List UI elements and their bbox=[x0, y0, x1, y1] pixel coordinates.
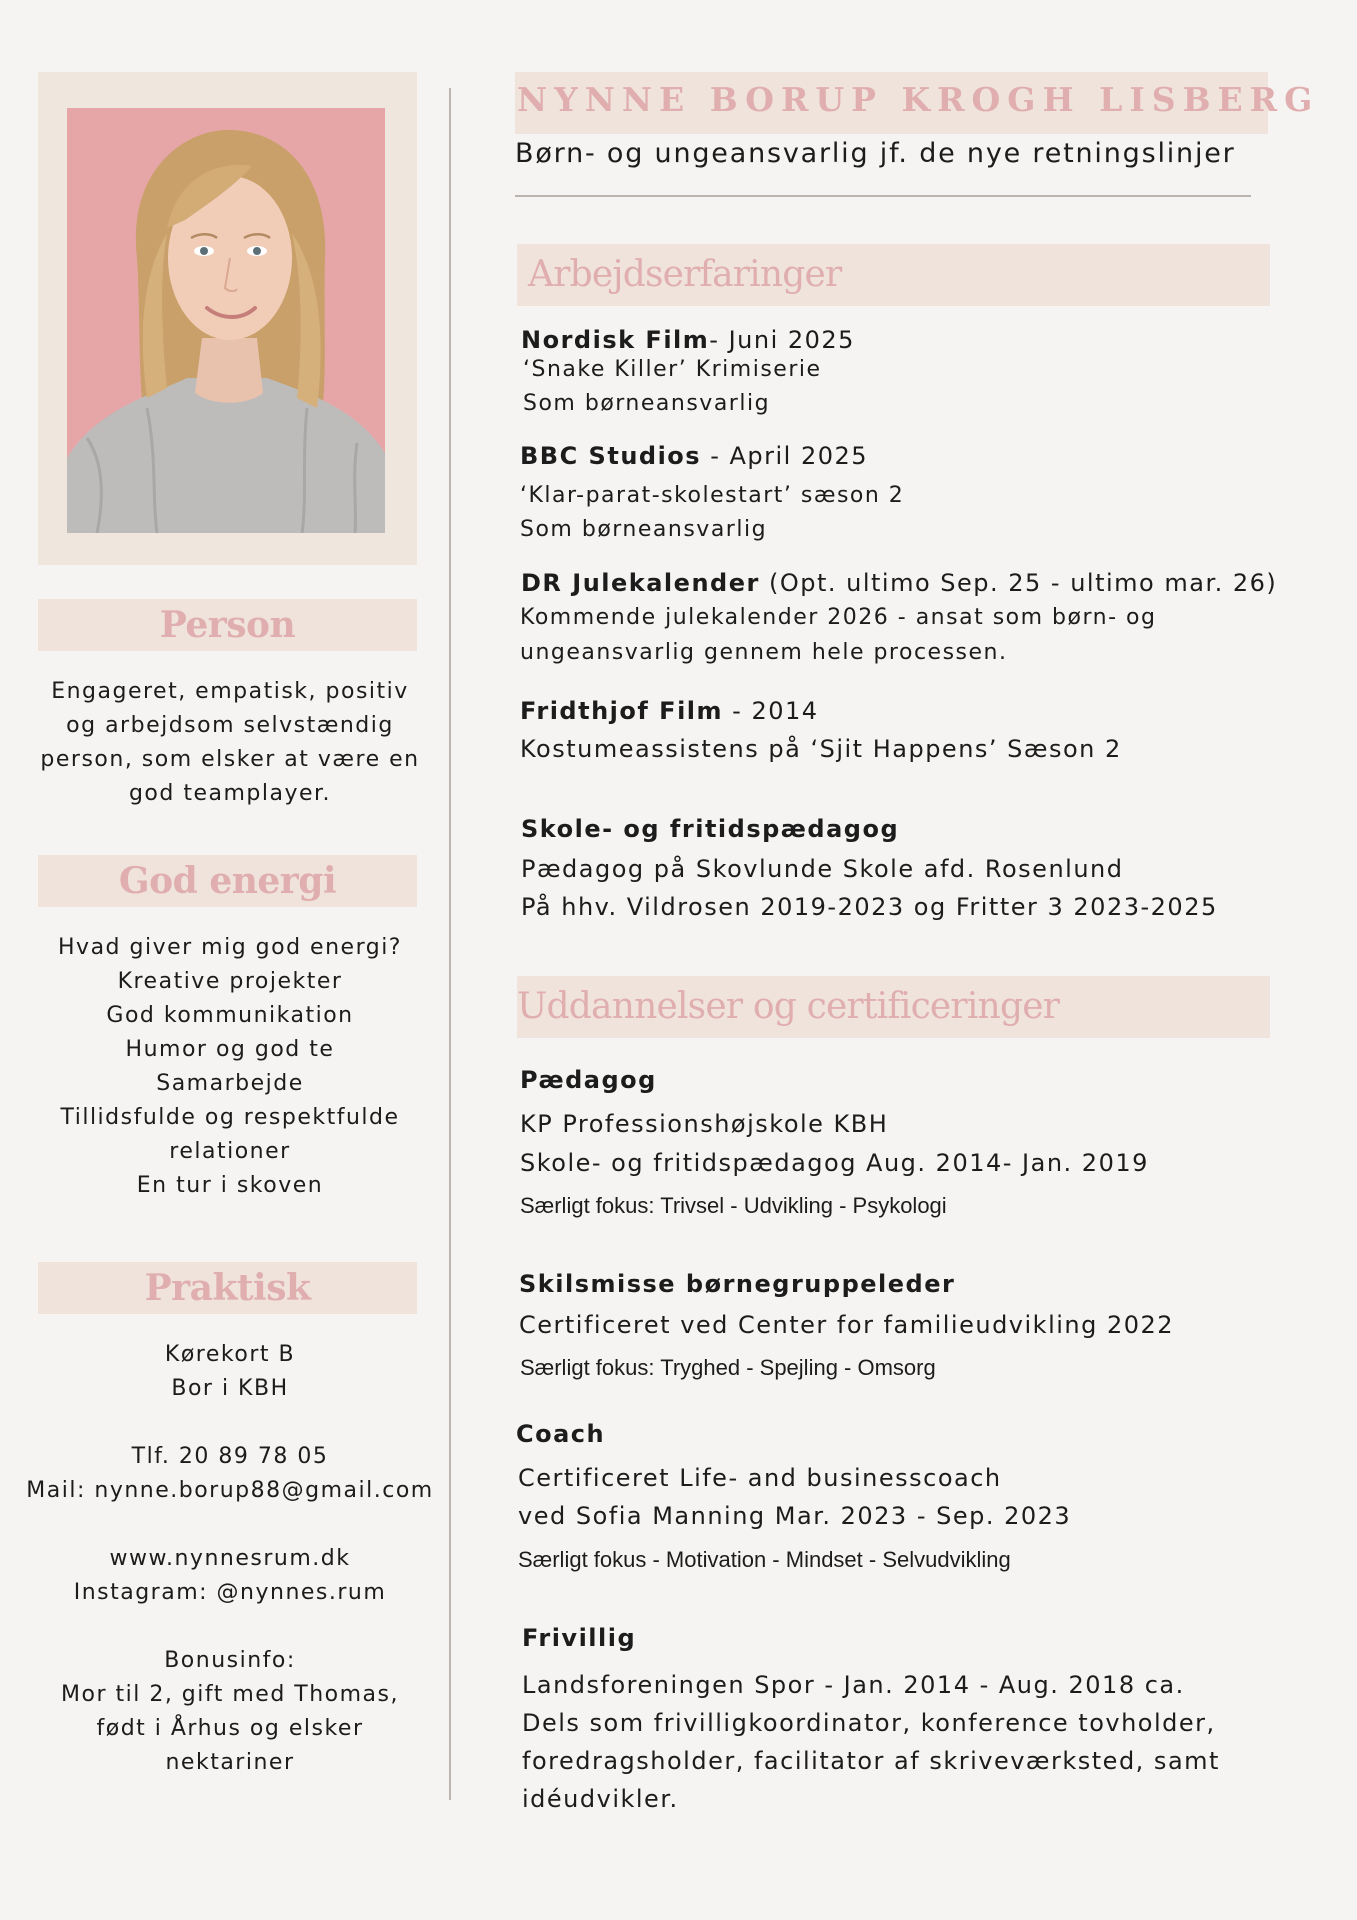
energy-text: Hvad giver mig god energi? Kreative projekter God kommunikation Humor og god te Samarbejde Tillidsfulde og respektfulde relationer En tur i skoven bbox=[58, 935, 402, 1198]
practical-text: Kørekort B Bor i KBH Tlf. 20 89 78 05 Mail: nynne.borup88@gmail.com www.nynnesrum.dk Instagram: @nynnes.rum Bonusinfo: Mor til 2, gift med Thomas, født i Århus og elsker nektariner bbox=[26, 1342, 434, 1775]
experience-line: På hhv. Vildrosen 2019-2023 og Fritter 3 2023-2025 bbox=[521, 893, 1218, 921]
education-line: Landsforeningen Spor - Jan. 2014 - Aug. 2018 ca. bbox=[522, 1671, 1185, 1699]
experience-date: - 2014 bbox=[723, 697, 819, 725]
education-line: idéudvikler. bbox=[522, 1785, 679, 1813]
experience-item bbox=[520, 442, 868, 470]
education-line: KP Professionshøjskole KBH bbox=[520, 1110, 889, 1138]
column-divider bbox=[449, 88, 451, 1800]
experience-line: Kommende julekalender 2026 - ansat som børn- og bbox=[520, 605, 1157, 630]
experience-date: - April 2025 bbox=[701, 442, 869, 470]
experience-heading: Arbejdserfaringer bbox=[528, 254, 842, 295]
experience-line: ‘Snake Killer’ Krimiserie bbox=[523, 357, 822, 382]
experience-heading-item: Skole- og fritidspædagog bbox=[521, 815, 900, 843]
education-title: Coach bbox=[516, 1420, 606, 1448]
energy-heading: God energi bbox=[38, 855, 417, 907]
company-name: Nordisk Film bbox=[521, 326, 710, 354]
education-title: Pædagog bbox=[520, 1066, 657, 1094]
experience-item bbox=[521, 569, 1277, 597]
education-heading: Uddannelser og certificeringer bbox=[517, 986, 1060, 1027]
education-focus: Særligt fokus: Tryghed - Spejling - Omsorg bbox=[520, 1355, 936, 1380]
practical-heading: Praktisk bbox=[38, 1262, 417, 1314]
education-line: foredragsholder, facilitator af skriveværksted, samt bbox=[522, 1747, 1220, 1775]
company-name: BBC Studios bbox=[520, 442, 702, 470]
education-line: Dels som frivilligkoordinator, konference tovholder, bbox=[522, 1709, 1216, 1737]
full-name: NYNNE BORUP KROGH LISBERG bbox=[517, 80, 1320, 119]
header-divider bbox=[515, 195, 1251, 197]
education-line: Certificeret ved Center for familieudvikling 2022 bbox=[519, 1311, 1175, 1339]
education-title: Skilsmisse børnegruppeleder bbox=[519, 1270, 956, 1298]
experience-date: (Opt. ultimo Sep. 25 - ultimo mar. 26) bbox=[759, 569, 1278, 597]
company-name: Fridthjof Film bbox=[520, 697, 724, 725]
education-line: Certificeret Life- and businesscoach bbox=[518, 1464, 1002, 1492]
experience-line: Kostumeassistens på ‘Sjit Happens’ Sæson 2 bbox=[520, 735, 1122, 763]
experience-item bbox=[521, 326, 855, 354]
experience-line: Som børneansvarlig bbox=[520, 517, 768, 542]
education-line: ved Sofia Manning Mar. 2023 - Sep. 2023 bbox=[518, 1502, 1072, 1530]
company-name: DR Julekalender bbox=[521, 569, 760, 597]
experience-line: Som børneansvarlig bbox=[523, 391, 771, 416]
experience-date: - Juni 2025 bbox=[709, 326, 855, 354]
person-heading: Person bbox=[38, 599, 417, 651]
experience-line: Pædagog på Skovlunde Skole afd. Rosenlund bbox=[521, 855, 1124, 883]
education-line: Skole- og fritidspædagog Aug. 2014- Jan. 2019 bbox=[520, 1149, 1149, 1177]
education-focus: Særligt fokus: Trivsel - Udvikling - Psykologi bbox=[520, 1193, 947, 1218]
education-focus: Særligt fokus - Motivation - Mindset - Selvudvikling bbox=[518, 1547, 1011, 1572]
experience-line: ungeansvarlig gennem hele processen. bbox=[520, 640, 1008, 665]
experience-item bbox=[520, 697, 819, 725]
person-text: Engageret, empatisk, positiv og arbejdsom selvstændig person, som elsker at være en god teamplayer. bbox=[40, 679, 420, 806]
education-title: Frivillig bbox=[522, 1624, 637, 1652]
job-title: Børn- og ungeansvarlig jf. de nye retningslinjer bbox=[515, 138, 1236, 169]
experience-line: ‘Klar-parat-skolestart’ sæson 2 bbox=[520, 483, 905, 508]
profile-photo bbox=[67, 108, 385, 533]
